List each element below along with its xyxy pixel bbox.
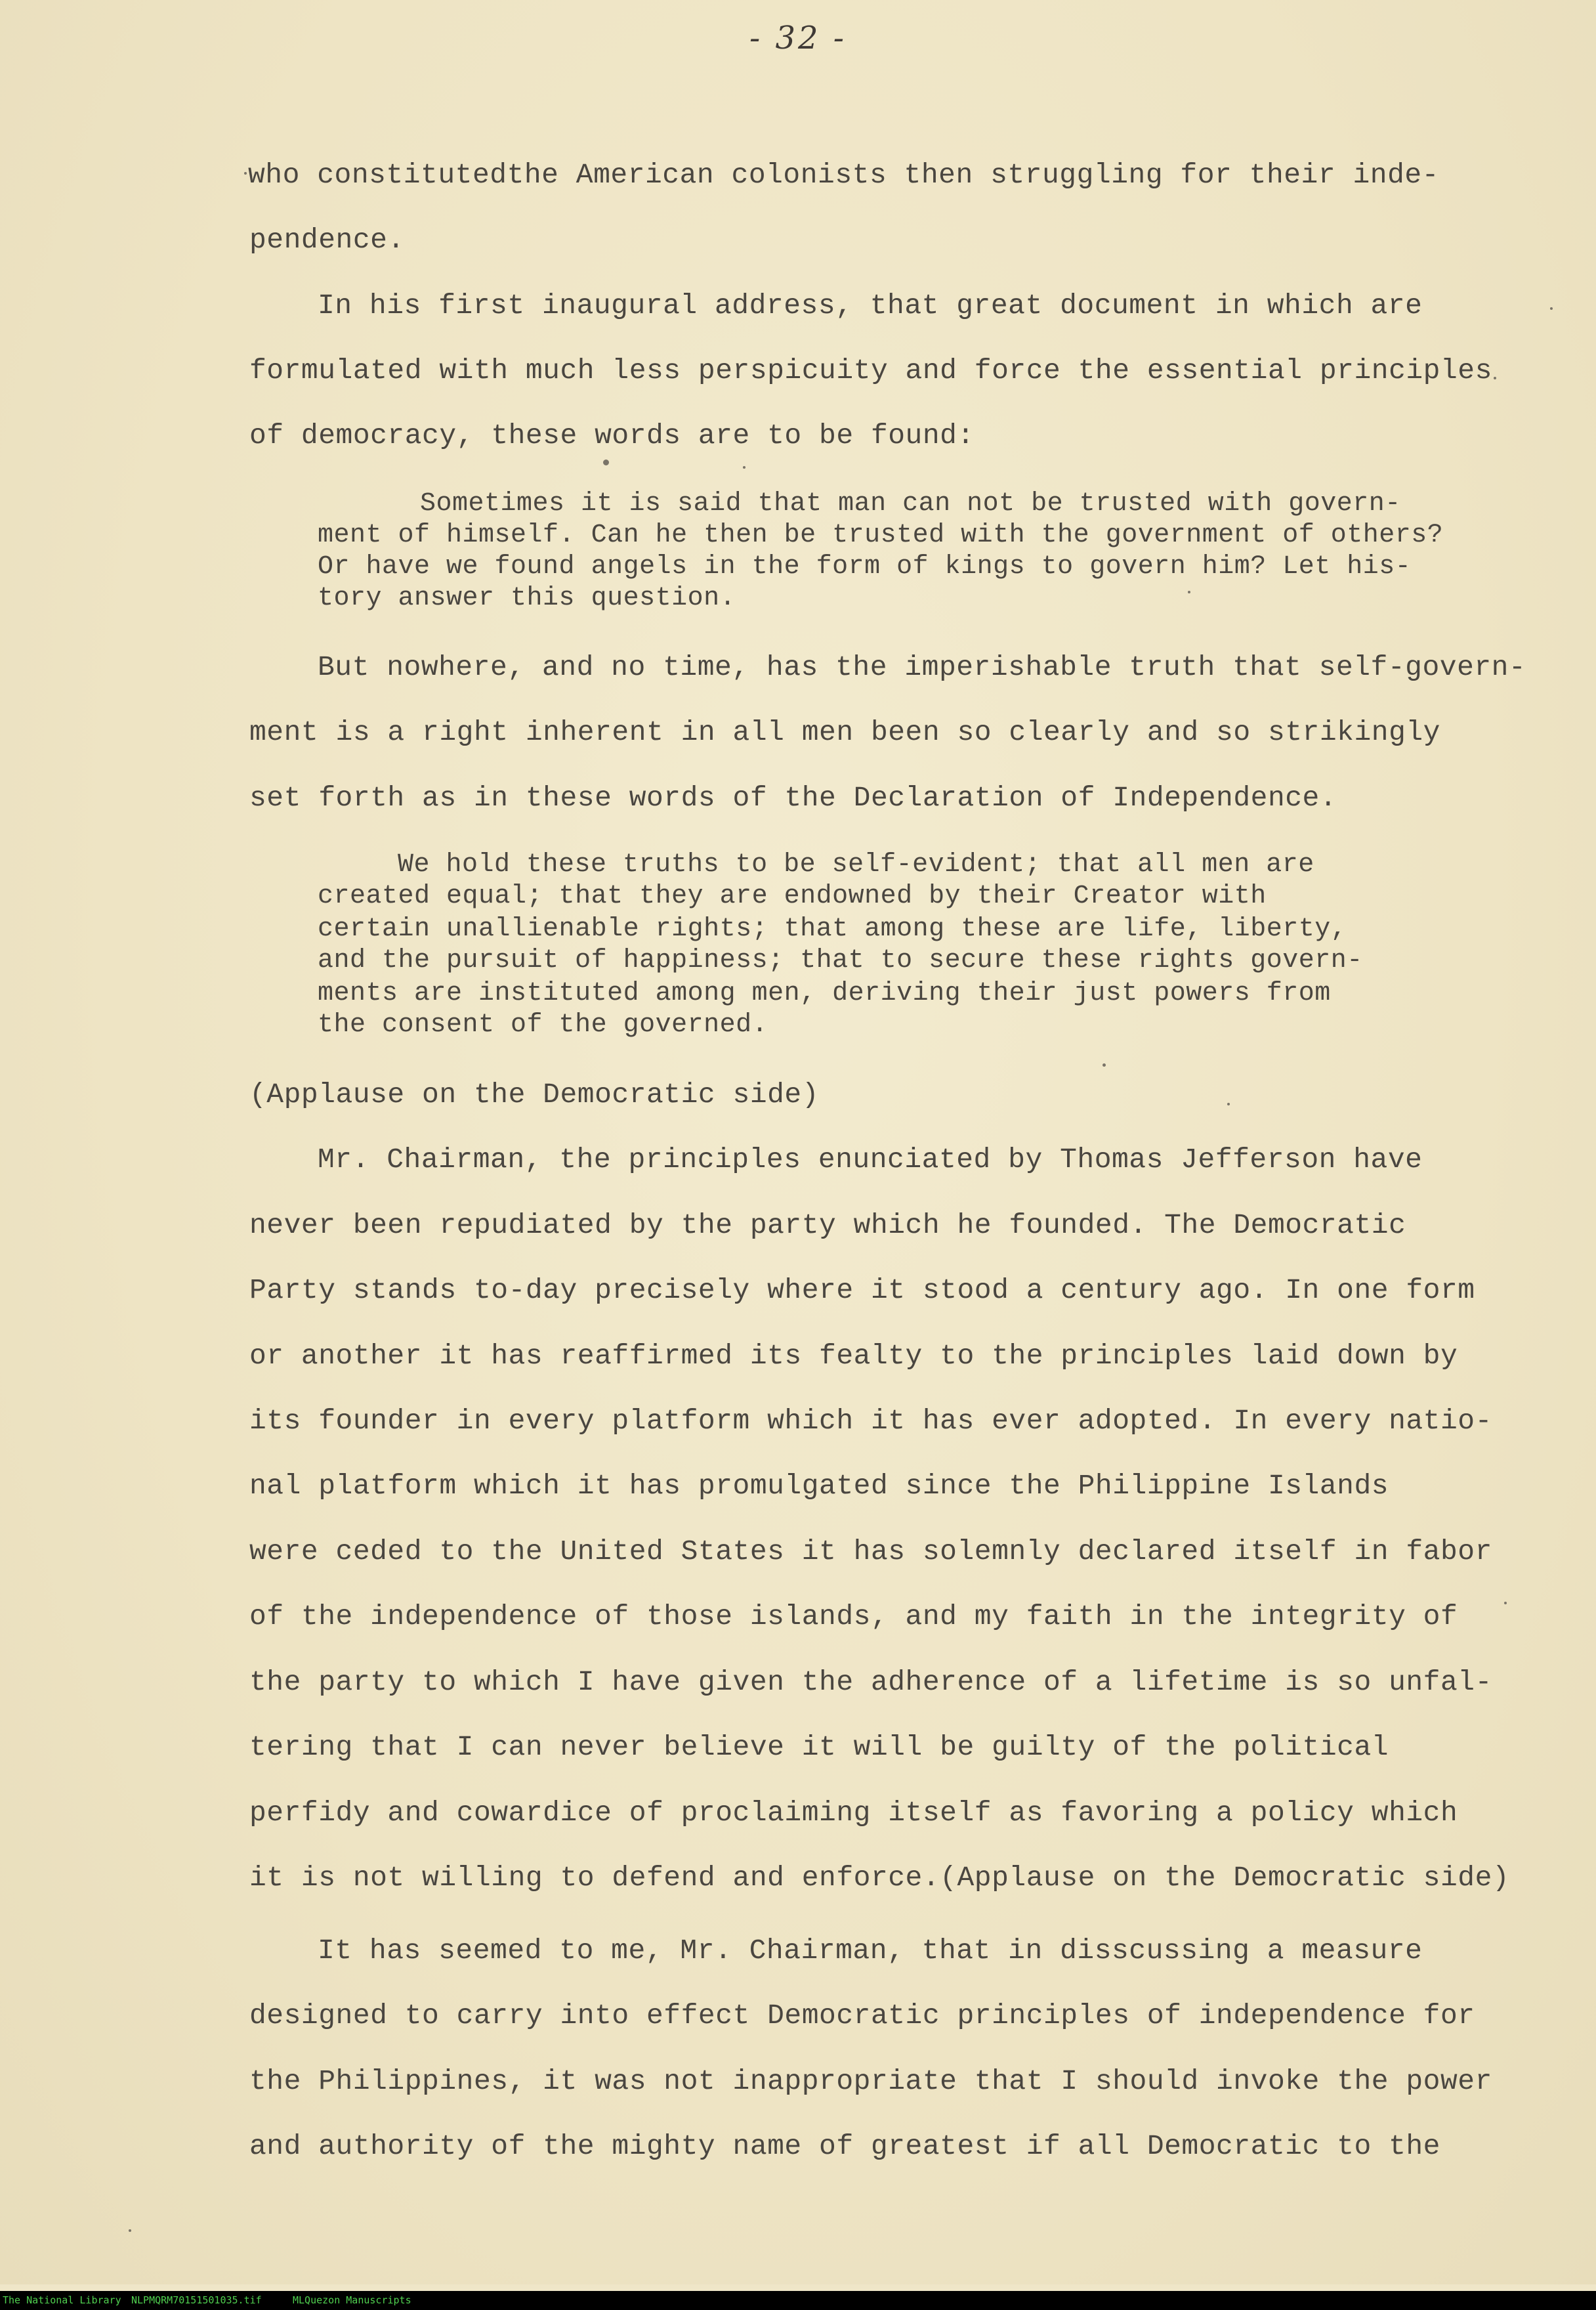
- body-line: never been repudiated by the party which he founded. The Democratic: [249, 1209, 1406, 1241]
- quote-line: ment of himself. Can he then be trusted with the government of others?: [318, 521, 1444, 550]
- body-line: set forth as in these words of the Declaration of Independence.: [249, 782, 1337, 814]
- paper-speck: [244, 172, 247, 175]
- body-line: nal platform which it has promulgated since the Philippine Islands: [249, 1470, 1389, 1502]
- paper-speck: [1188, 591, 1190, 593]
- quote-line: tory answer this question.: [318, 584, 736, 613]
- archive-footer-bar: [0, 2291, 1596, 2310]
- body-line: It has seemed to me, Mr. Chairman, that in disscussing a measure: [318, 1935, 1423, 1967]
- quote-line: We hold these truths to be self-evident; that all men are: [398, 850, 1314, 880]
- paper-speck: [743, 466, 746, 469]
- quote-line: the consent of the governed.: [318, 1010, 768, 1040]
- body-line: In his first inaugural address, that great document in which are: [318, 289, 1423, 322]
- body-line: and authority of the mighty name of greatest if all Democratic to the: [249, 2130, 1440, 2162]
- body-line: of the independence of those islands, and my faith in the integrity of: [249, 1600, 1458, 1633]
- paper-speck: [1550, 307, 1553, 310]
- body-line: formulated with much less perspicuity and force the essential principles: [249, 354, 1492, 387]
- paper-speck: [1102, 1063, 1106, 1067]
- quote-line: Or have we found angels in the form of kings to govern him? Let his-: [318, 552, 1412, 582]
- footer-file-id: NLPMQRM70151501035.tif: [131, 2294, 262, 2306]
- body-line: But nowhere, and no time, has the imperishable truth that self-govern-: [318, 651, 1526, 683]
- body-line: ment is a right inherent in all men been so clearly and so strikingly: [249, 716, 1440, 748]
- body-line: its founder in every platform which it has ever adopted. In every natio-: [249, 1405, 1492, 1437]
- quote-line: ments are instituted among men, deriving their just powers from: [318, 979, 1331, 1008]
- paper-speck: [1504, 1602, 1507, 1604]
- footer-library: The National Library: [3, 2294, 121, 2306]
- body-line: it is not willing to defend and enforce.(Applause on the Democratic side): [249, 1862, 1510, 1894]
- body-line: who constitutedthe American colonists then struggling for their inde-: [248, 159, 1439, 191]
- body-line: perfidy and cowardice of proclaiming itself as favoring a policy which: [249, 1797, 1458, 1829]
- quote-line: Sometimes it is said that man can not be trusted with govern-: [420, 489, 1401, 519]
- page-number: - 32 -: [749, 20, 847, 56]
- quote-line: certain unallienable rights; that among these are life, liberty,: [318, 914, 1347, 944]
- body-line: designed to carry into effect Democratic principles of independence for: [249, 2000, 1475, 2032]
- body-line: or another it has reaffirmed its fealty to the principles laid down by: [249, 1340, 1458, 1372]
- body-line: were ceded to the United States it has solemnly declared itself in fabor: [249, 1535, 1492, 1568]
- body-line: pendence.: [249, 224, 405, 256]
- paper-speck: [1494, 377, 1496, 379]
- body-line: of democracy, these words are to be found:: [249, 419, 975, 452]
- paper-speck: [1227, 1103, 1230, 1105]
- paper-speck: [129, 2229, 131, 2232]
- body-line: the party to which I have given the adherence of a lifetime is so unfal-: [249, 1666, 1492, 1698]
- body-line: the Philippines, it was not inappropriate that I should invoke the power: [249, 2065, 1492, 2097]
- paper-speck: [603, 460, 609, 465]
- applause-note: (Applause on the Democratic side): [249, 1079, 820, 1111]
- quote-line: and the pursuit of happiness; that to secure these rights govern-: [318, 946, 1363, 975]
- body-line: tering that I can never believe it will be guilty of the political: [249, 1731, 1389, 1763]
- body-line: Party stands to-day precisely where it stood a century ago. In one form: [249, 1274, 1475, 1306]
- footer-collection: MLQuezon Manuscripts: [293, 2294, 411, 2306]
- quote-line: created equal; that they are endowned by their Creator with: [318, 882, 1267, 911]
- body-line: Mr. Chairman, the principles enunciated by Thomas Jefferson have: [318, 1144, 1423, 1176]
